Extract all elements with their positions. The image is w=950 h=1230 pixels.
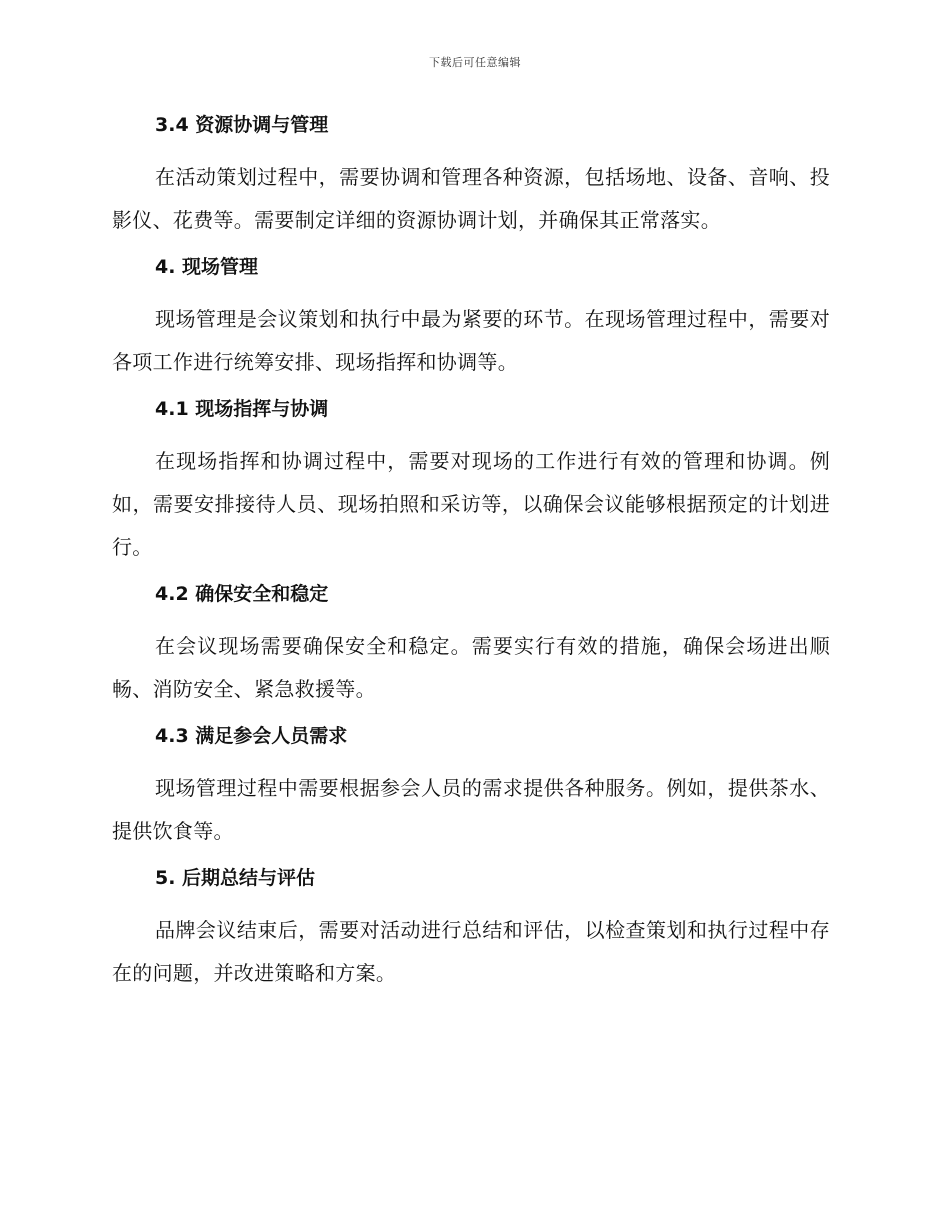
- section-heading-5: 5. 后期总结与评估: [155, 867, 316, 889]
- section-paragraph-3-4: 在活动策划过程中，需要协调和管理各种资源，包括场地、设备、音响、投影仪、花费等。需要制定详细的资源协调计划，并确保其正常落实。: [112, 165, 830, 232]
- section-paragraph-4-1: 在现场指挥和协调过程中，需要对现场的工作进行有效的管理和协调。例如，需要安排接待人员、现场拍照和采访等，以确保会议能够根据预定的计划进行。: [112, 449, 830, 559]
- document-body: [112, 110, 830, 1005]
- section-paragraph-4-2: 在会议现场需要确保安全和稳定。需要实行有效的措施，确保会场进出顺畅、消防安全、紧急救援等。: [112, 634, 830, 701]
- page-header: 下载后可任意编辑: [429, 56, 521, 69]
- section-paragraph-5: 品牌会议结束后，需要对活动进行总结和评估，以检查策划和执行过程中存在的问题，并改进策略和方案。: [112, 918, 830, 985]
- section-heading-4-1: 4.1 现场指挥与协调: [155, 398, 329, 420]
- section-paragraph-4-3: 现场管理过程中需要根据参会人员的需求提供各种服务。例如，提供茶水、提供饮食等。: [112, 776, 830, 843]
- section-heading-3-4: 3.4 资源协调与管理: [155, 114, 329, 136]
- section-heading-4: 4. 现场管理: [155, 256, 259, 278]
- section-paragraph-4: 现场管理是会议策划和执行中最为紧要的环节。在现场管理过程中，需要对各项工作进行统筹安排、现场指挥和协调等。: [112, 307, 830, 374]
- section-heading-4-3: 4.3 满足参会人员需求: [155, 725, 348, 747]
- section-heading-4-2: 4.2 确保安全和稳定: [155, 583, 329, 605]
